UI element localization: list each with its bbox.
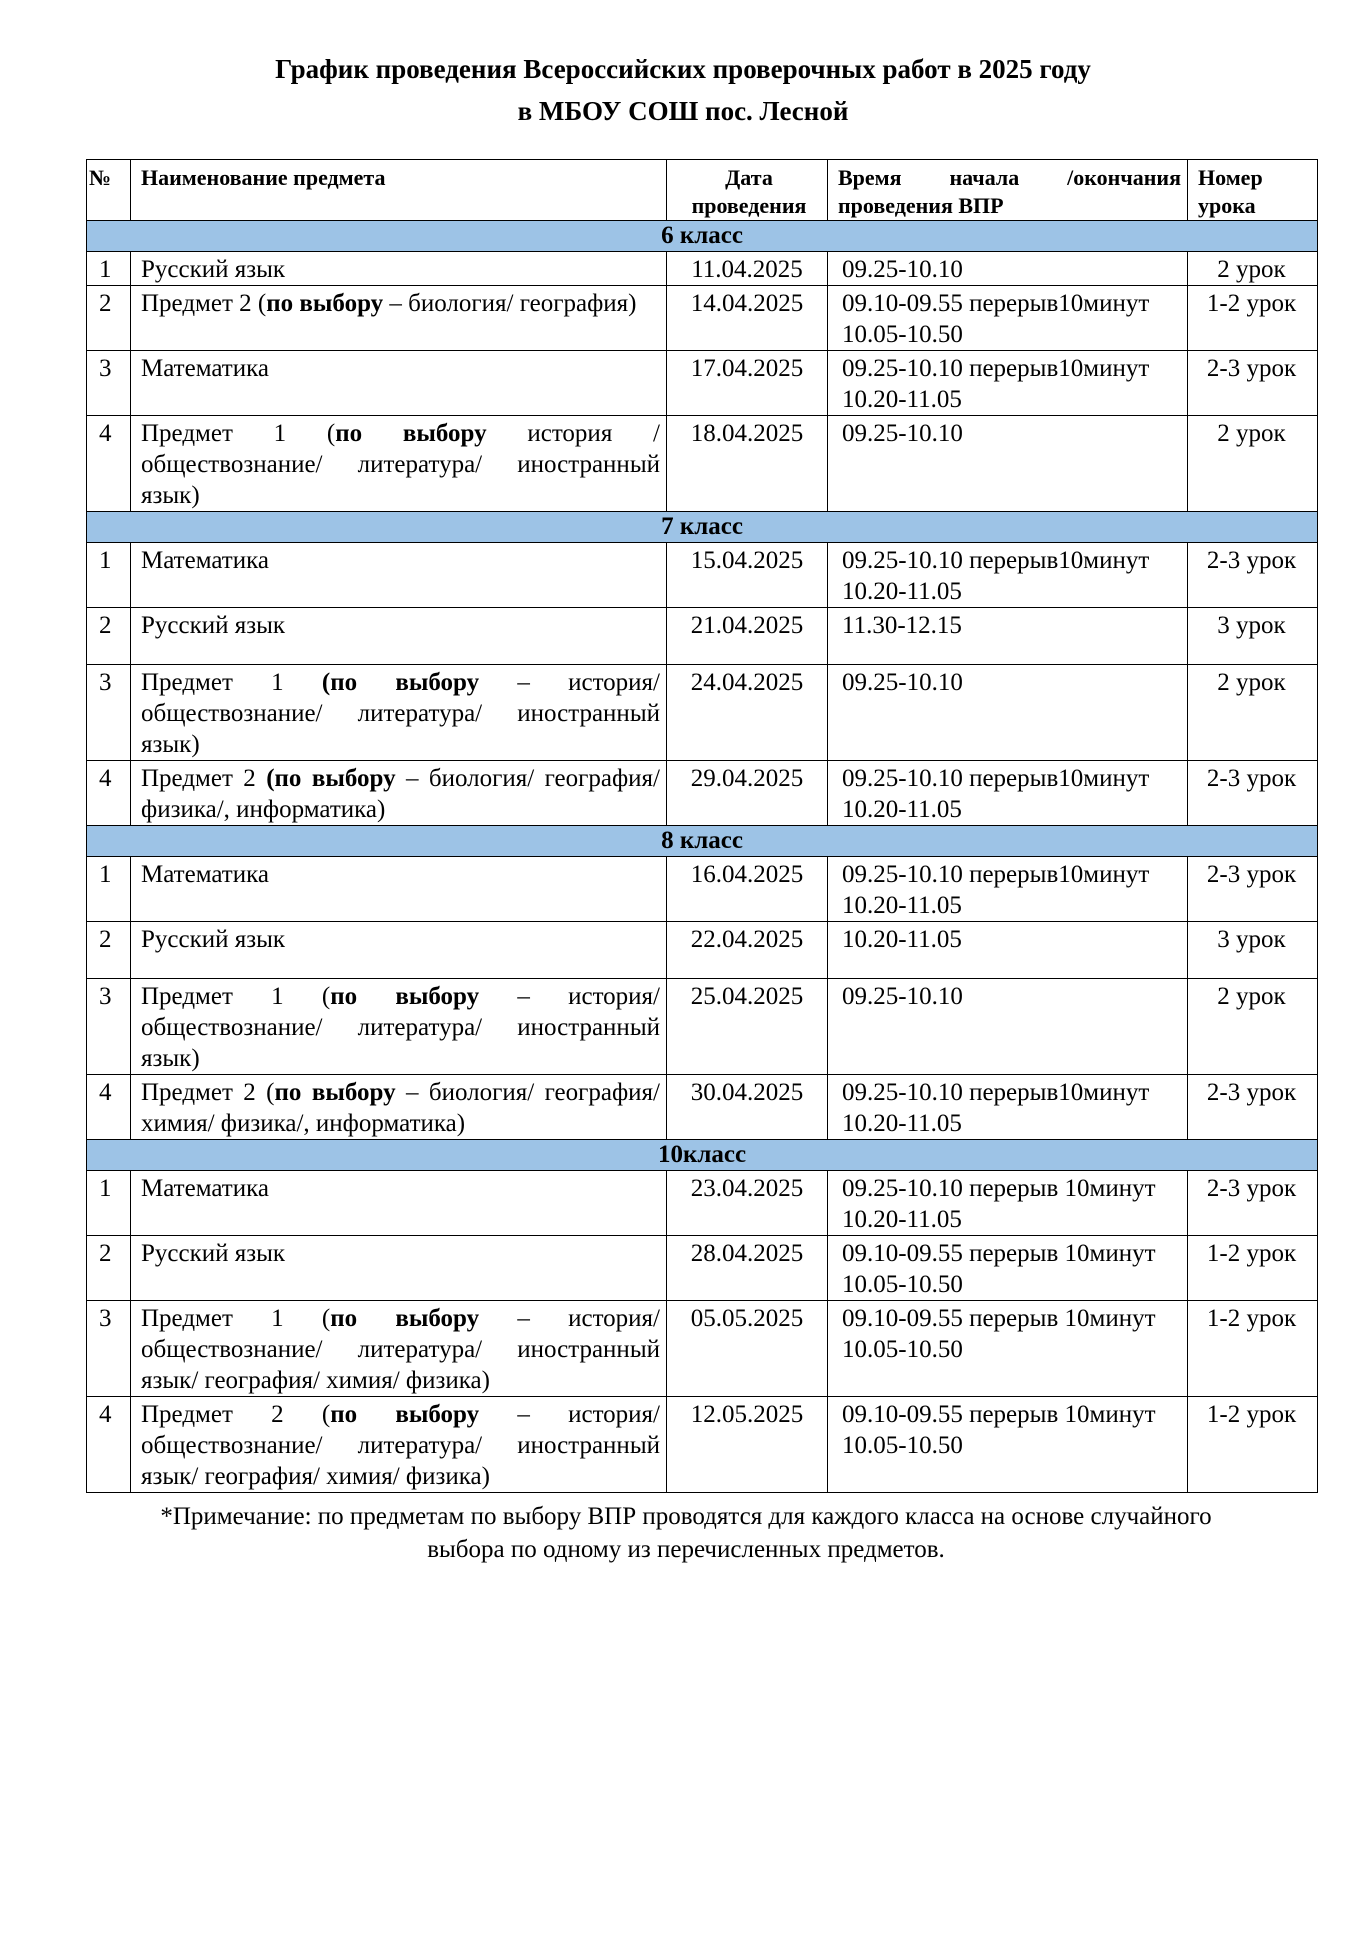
subject-choice-emphasis: (по выбору [266, 765, 396, 792]
time-cell: 09.10-09.55 перерыв10минут 10.05-10.50 [828, 286, 1188, 351]
header-subject: Наименование предмета [131, 160, 667, 221]
time-cell: 09.10-09.55 перерыв 10минут 10.05-10.50 [828, 1301, 1188, 1397]
row-number: 4 [87, 1397, 131, 1493]
row-number: 4 [87, 1075, 131, 1140]
lesson-cell: 1-2 урок [1188, 286, 1318, 351]
subject-cell [131, 1075, 667, 1140]
grade-label: 6 класс [87, 221, 1318, 252]
subject-choice-emphasis: по выбору [266, 290, 384, 317]
subject-options: – история/ обществознание/ литература/ иностранный язык/ география/ химия/ физика) [141, 1305, 661, 1394]
title-line-1: График проведения Всероссийских проверочных работ в 2025 году [275, 54, 1091, 84]
table-row [87, 979, 1318, 1075]
time-cell: 09.25-10.10 [828, 665, 1188, 761]
time-cell: 09.10-09.55 перерыв 10минут 10.05-10.50 [828, 1236, 1188, 1301]
date-cell: 23.04.2025 [667, 1171, 828, 1236]
row-number: 4 [87, 761, 131, 826]
table-row [87, 857, 1318, 922]
time-cell: 09.10-09.55 перерыв 10минут 10.05-10.50 [828, 1397, 1188, 1493]
table-row [87, 1236, 1318, 1301]
title-line-2: в МБОУ СОШ пос. Лесной [517, 96, 849, 126]
subject-options: – биология/ география) [383, 290, 637, 317]
row-number: 3 [87, 665, 131, 761]
row-number: 3 [87, 351, 131, 416]
subject-cell [131, 608, 667, 665]
table-body [87, 221, 1318, 1493]
subject-cell [131, 1301, 667, 1397]
date-cell: 22.04.2025 [667, 922, 828, 979]
footnote-line-2: выбора по одному из перечисленных предметов. [427, 1536, 945, 1563]
subject-text: Математика [141, 547, 269, 574]
time-cell: 11.30-12.15 [828, 608, 1188, 665]
grade-label: 7 класс [87, 512, 1318, 543]
lesson-cell: 2-3 урок [1188, 543, 1318, 608]
date-cell: 17.04.2025 [667, 351, 828, 416]
table-row [87, 1075, 1318, 1140]
table-row [87, 608, 1318, 665]
lesson-cell: 1-2 урок [1188, 1397, 1318, 1493]
subject-choice-emphasis: (по выбору [321, 669, 480, 696]
lesson-cell: 2 урок [1188, 416, 1318, 512]
subject-text: Математика [141, 355, 269, 382]
subject-options: – история/ обществознание/ литература/ иностранный язык) [141, 669, 661, 758]
subject-text: Предмет 1 [141, 669, 322, 696]
subject-cell [131, 286, 667, 351]
subject-cell [131, 543, 667, 608]
row-number: 1 [87, 1171, 131, 1236]
subject-cell [131, 922, 667, 979]
row-number: 1 [87, 543, 131, 608]
table-row [87, 286, 1318, 351]
table-row [87, 351, 1318, 416]
subject-cell [131, 252, 667, 286]
row-number: 3 [87, 979, 131, 1075]
header-lesson: Номер урока [1188, 160, 1318, 221]
subject-cell [131, 761, 667, 826]
date-cell: 11.04.2025 [667, 252, 828, 286]
subject-text: Математика [141, 861, 269, 888]
header-time: Время начала /окончания проведения ВПР [828, 160, 1188, 221]
subject-choice-emphasis: по выбору [330, 1305, 480, 1332]
table-row [87, 1171, 1318, 1236]
row-number: 4 [87, 416, 131, 512]
lesson-cell: 3 урок [1188, 922, 1318, 979]
subject-text: Предмет 2 ( [141, 290, 267, 317]
subject-choice-emphasis: по выбору [330, 983, 480, 1010]
subject-choice-emphasis: по выбору [274, 1079, 396, 1106]
date-cell: 28.04.2025 [667, 1236, 828, 1301]
subject-text: Предмет 1 ( [141, 1305, 331, 1332]
subject-cell [131, 1236, 667, 1301]
grade-band-row [87, 826, 1318, 857]
time-cell: 09.25-10.10 перерыв 10минут 10.20-11.05 [828, 1171, 1188, 1236]
lesson-cell: 2-3 урок [1188, 1075, 1318, 1140]
date-cell: 14.04.2025 [667, 286, 828, 351]
time-cell: 09.25-10.10 перерыв10минут 10.20-11.05 [828, 351, 1188, 416]
date-cell: 21.04.2025 [667, 608, 828, 665]
table-row [87, 665, 1318, 761]
footnote-line-1: *Примечание: по предметам по выбору ВПР проводятся для каждого класса на основе случайного [160, 1503, 1212, 1530]
lesson-cell: 2 урок [1188, 252, 1318, 286]
subject-text: Математика [141, 1175, 269, 1202]
table-row [87, 1397, 1318, 1493]
subject-cell [131, 351, 667, 416]
subject-text: Предмет 2 ( [141, 1079, 275, 1106]
subject-choice-emphasis: по выбору [330, 1401, 480, 1428]
subject-cell [131, 1397, 667, 1493]
lesson-cell: 2 урок [1188, 979, 1318, 1075]
lesson-cell: 1-2 урок [1188, 1236, 1318, 1301]
grade-label: 10класс [87, 1140, 1318, 1171]
time-cell: 09.25-10.10 [828, 252, 1188, 286]
time-cell: 09.25-10.10 перерыв10минут 10.20-11.05 [828, 1075, 1188, 1140]
date-cell: 16.04.2025 [667, 857, 828, 922]
grade-band-row [87, 1140, 1318, 1171]
document-title [0, 48, 1366, 132]
subject-cell [131, 1171, 667, 1236]
grade-band-row [87, 221, 1318, 252]
date-cell: 29.04.2025 [667, 761, 828, 826]
time-cell: 09.25-10.10 [828, 979, 1188, 1075]
time-cell: 09.25-10.10 [828, 416, 1188, 512]
lesson-cell: 2 урок [1188, 665, 1318, 761]
subject-options: – биология/ география/ химия/ физика/, информатика) [141, 1079, 661, 1137]
row-number: 2 [87, 1236, 131, 1301]
subject-text: Предмет 1 ( [141, 983, 331, 1010]
subject-text: Русский язык [141, 926, 286, 953]
date-cell: 30.04.2025 [667, 1075, 828, 1140]
lesson-cell: 3 урок [1188, 608, 1318, 665]
row-number: 2 [87, 608, 131, 665]
table-row [87, 416, 1318, 512]
subject-cell [131, 665, 667, 761]
subject-text: Предмет 2 [141, 765, 267, 792]
subject-options: – история/ обществознание/ литература/ иностранный язык/ география/ химия/ физика) [141, 1401, 661, 1490]
lesson-cell: 2-3 урок [1188, 351, 1318, 416]
grade-band-row [87, 512, 1318, 543]
lesson-cell: 2-3 урок [1188, 857, 1318, 922]
subject-text: Русский язык [141, 1240, 286, 1267]
table-header-row [87, 160, 1318, 221]
subject-cell [131, 857, 667, 922]
time-cell: 09.25-10.10 перерыв10минут 10.20-11.05 [828, 761, 1188, 826]
row-number: 1 [87, 252, 131, 286]
grade-label: 8 класс [87, 826, 1318, 857]
date-cell: 15.04.2025 [667, 543, 828, 608]
time-cell: 09.25-10.10 перерыв10минут 10.20-11.05 [828, 857, 1188, 922]
date-cell: 18.04.2025 [667, 416, 828, 512]
schedule-table [86, 159, 1318, 1493]
subject-options: – история/ обществознание/ литература/ иностранный язык) [141, 983, 661, 1072]
row-number: 1 [87, 857, 131, 922]
subject-cell [131, 416, 667, 512]
row-number: 2 [87, 286, 131, 351]
subject-text: Русский язык [141, 612, 286, 639]
time-cell: 09.25-10.10 перерыв10минут 10.20-11.05 [828, 543, 1188, 608]
subject-text: Русский язык [141, 256, 286, 283]
subject-options: история /обществознание/ литература/ иностранный язык) [141, 420, 661, 509]
lesson-cell: 2-3 урок [1188, 761, 1318, 826]
subject-text: Предмет 1 ( [141, 420, 336, 447]
table-row [87, 922, 1318, 979]
row-number: 2 [87, 922, 131, 979]
row-number: 3 [87, 1301, 131, 1397]
table-row [87, 252, 1318, 286]
subject-options: – биология/ география/ физика/, информатика) [141, 765, 661, 823]
footnote [96, 1500, 1276, 1566]
header-date: Дата проведения [667, 160, 828, 221]
subject-text: Предмет 2 ( [141, 1401, 331, 1428]
lesson-cell: 1-2 урок [1188, 1301, 1318, 1397]
date-cell: 05.05.2025 [667, 1301, 828, 1397]
table-row [87, 1301, 1318, 1397]
header-num: № [87, 160, 131, 221]
date-cell: 25.04.2025 [667, 979, 828, 1075]
subject-cell [131, 979, 667, 1075]
date-cell: 24.04.2025 [667, 665, 828, 761]
date-cell: 12.05.2025 [667, 1397, 828, 1493]
table-row [87, 543, 1318, 608]
time-cell: 10.20-11.05 [828, 922, 1188, 979]
lesson-cell: 2-3 урок [1188, 1171, 1318, 1236]
table-row [87, 761, 1318, 826]
subject-choice-emphasis: по выбору [335, 420, 487, 447]
